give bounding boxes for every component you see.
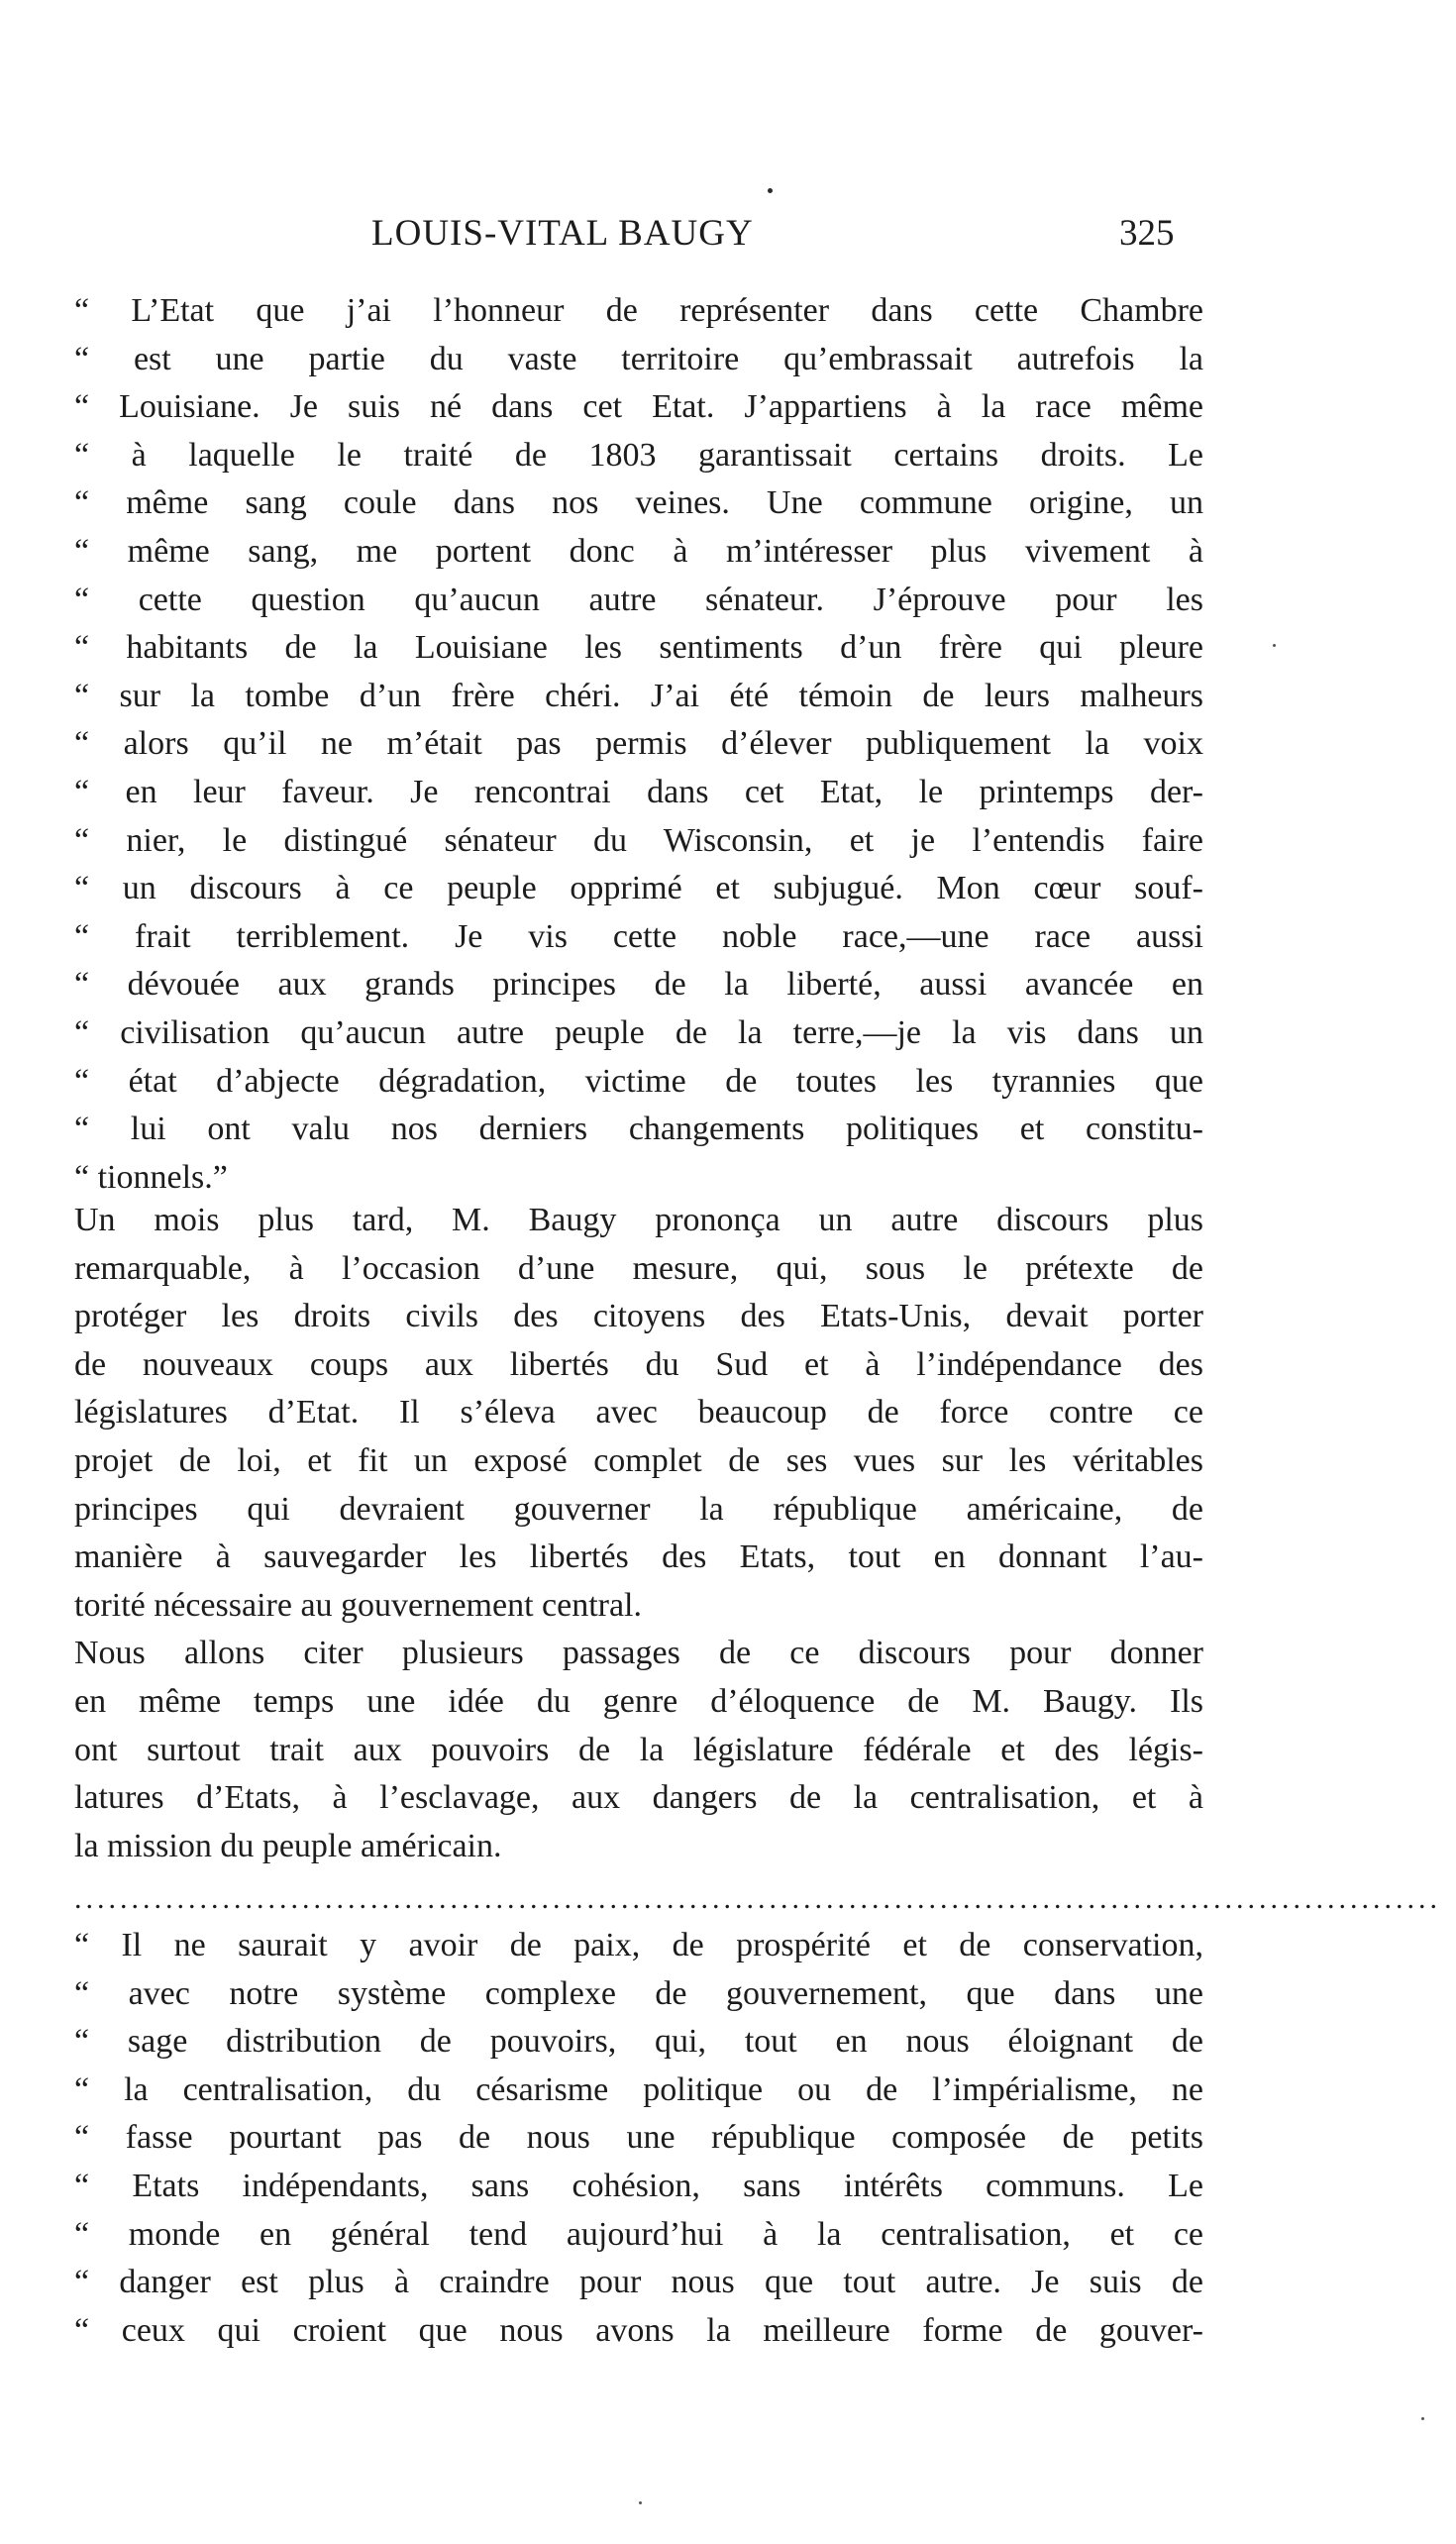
text-line: “ est une partie du vaste territoire qu’embrassait autrefois la bbox=[74, 340, 1203, 377]
text-line: “ même sang coule dans nos veines. Une commune origine, un bbox=[74, 484, 1203, 522]
text-line: “ tionnels.” bbox=[74, 1158, 228, 1196]
text-line: “ nier, le distingué sénateur du Wisconsin, et je l’entendis faire bbox=[74, 821, 1203, 859]
running-header bbox=[0, 212, 1456, 262]
text-line: torité nécessaire au gouvernement central. bbox=[74, 1586, 643, 1624]
ellipsis-separator: ........................................................................................................................ bbox=[74, 1882, 1441, 1915]
paper-speck bbox=[1421, 2417, 1424, 2420]
text-line: protéger les droits civils des citoyens des Etats-Unis, devait porter bbox=[74, 1298, 1203, 1335]
text-line: “ alors qu’il ne m’était pas permis d’élever publiquement la voix bbox=[74, 725, 1203, 763]
text-line: “ avec notre système complexe de gouvernement, que dans une bbox=[74, 1974, 1203, 2012]
page-number: 325 bbox=[1119, 213, 1175, 254]
text-line: “ Etats indépendants, sans cohésion, sans intérêts communs. Le bbox=[74, 2167, 1203, 2204]
text-line: “ sage distribution de pouvoirs, qui, tout en nous éloignant de bbox=[74, 2023, 1203, 2061]
text-line: manière à sauvegarder les libertés des Etats, tout en donnant l’au- bbox=[74, 1538, 1203, 1576]
text-line: ont surtout trait aux pouvoirs de la législature fédérale et des légis- bbox=[74, 1731, 1203, 1768]
text-line: “ dévouée aux grands principes de la liberté, aussi avancée en bbox=[74, 966, 1203, 1004]
quotation-centralisation bbox=[74, 1922, 1203, 2355]
text-line: latures d’Etats, à l’esclavage, aux dangers de la centralisation, et à bbox=[74, 1779, 1203, 1817]
running-title: LOUIS-VITAL BAUGY bbox=[371, 213, 754, 254]
text-line: “ frait terriblement. Je vis cette noble race,—une race aussi bbox=[74, 917, 1203, 955]
text-line: “ ceux qui croient que nous avons la meilleure forme de gouver- bbox=[74, 2311, 1203, 2349]
quotation-senate-speech bbox=[74, 287, 1203, 1202]
text-line: “ monde en général tend aujourd’hui à la centralisation, et ce bbox=[74, 2215, 1203, 2253]
text-line: “ cette question qu’aucun autre sénateur. J’éprouve pour les bbox=[74, 581, 1203, 618]
text-line: “ habitants de la Louisiane les sentiments d’un frère qui pleure bbox=[74, 629, 1203, 667]
paper-speck bbox=[639, 2501, 642, 2504]
text-line: “ Louisiane. Je suis né dans cet Etat. J’appartiens à la race même bbox=[74, 388, 1203, 426]
text-line: Un mois plus tard, M. Baugy prononça un autre discours plus bbox=[74, 1202, 1203, 1238]
text-line: “ danger est plus à craindre pour nous que tout autre. Je suis de bbox=[74, 2264, 1203, 2301]
text-line: “ en leur faveur. Je rencontrai dans cet Etat, le printemps der- bbox=[74, 773, 1203, 810]
text-line: “ la centralisation, du césarisme politique ou de l’impérialisme, ne bbox=[74, 2070, 1203, 2108]
text-line: “ état d’abjecte dégradation, victime de toutes les tyrannies que bbox=[74, 1062, 1203, 1100]
narrative-paragraphs bbox=[74, 1197, 1203, 1870]
paper-speck bbox=[1273, 644, 1276, 647]
text-line: “ sur la tombe d’un frère chéri. J’ai été témoin de leurs malheurs bbox=[74, 677, 1203, 714]
text-line: “ lui ont valu nos derniers changements politiques et constitu- bbox=[74, 1111, 1203, 1148]
text-line: de nouveaux coups aux libertés du Sud et à l’indépendance des bbox=[74, 1345, 1203, 1383]
text-line: “ même sang, me portent donc à m’intéresser plus vivement à bbox=[74, 532, 1203, 570]
text-line: “ fasse pourtant pas de nous une république composée de petits bbox=[74, 2119, 1203, 2157]
text-line: Nous allons citer plusieurs passages de ce discours pour donner bbox=[74, 1635, 1203, 1672]
text-line: projet de loi, et fit un exposé complet de ses vues sur les véritables bbox=[74, 1441, 1203, 1479]
text-line: principes qui devraient gouverner la république américaine, de bbox=[74, 1490, 1203, 1528]
text-line: “ à laquelle le traité de 1803 garantissait certains droits. Le bbox=[74, 436, 1203, 474]
text-line: “ Il ne saurait y avoir de paix, de prospérité et de conservation, bbox=[74, 1927, 1203, 1963]
text-line: “ un discours à ce peuple opprimé et subjugué. Mon cœur souf- bbox=[74, 870, 1203, 907]
text-line: la mission du peuple américain. bbox=[74, 1827, 502, 1864]
printer-mark bbox=[768, 188, 773, 193]
text-line: “ civilisation qu’aucun autre peuple de la terre,—je la vis dans un bbox=[74, 1013, 1203, 1051]
text-line: en même temps une idée du genre d’éloquence de M. Baugy. Ils bbox=[74, 1682, 1203, 1720]
text-line: remarquable, à l’occasion d’une mesure, qui, sous le prétexte de bbox=[74, 1249, 1203, 1287]
text-line: “ L’Etat que j’ai l’honneur de représenter dans cette Chambre bbox=[74, 292, 1203, 329]
text-line: législatures d’Etat. Il s’éleva avec beaucoup de force contre ce bbox=[74, 1394, 1203, 1431]
